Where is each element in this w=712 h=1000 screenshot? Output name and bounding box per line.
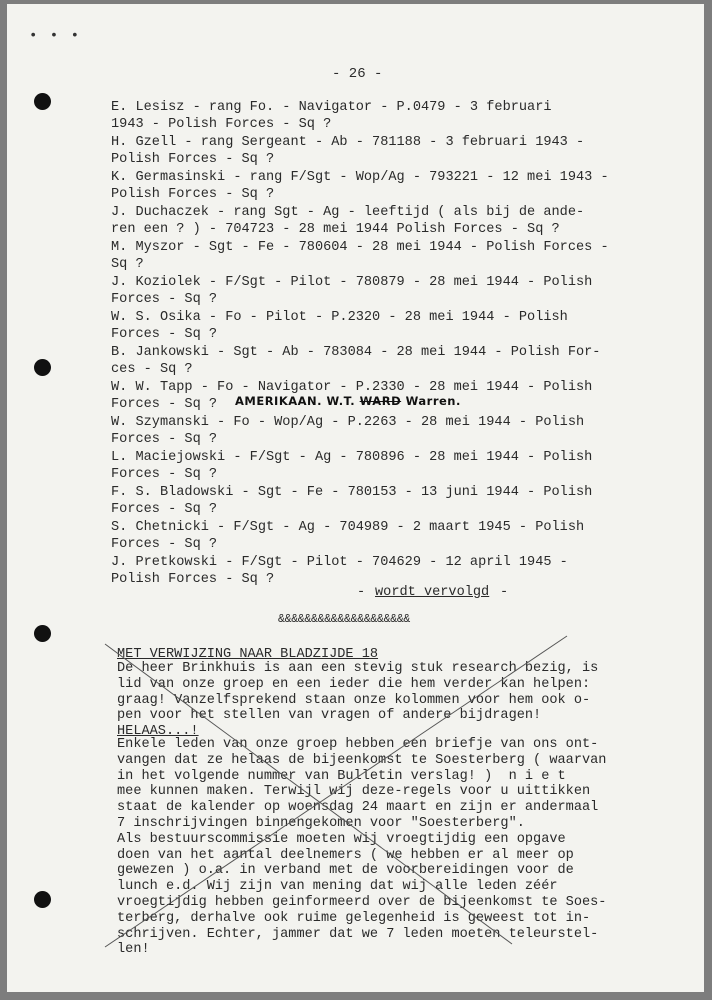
section1-heading: MET VERWIJZING NAAR BLADZIJDE 18 [117,647,379,662]
section-line: vroegtijdig hebben geinformeerd over de bijeenkomst te Soes- [117,895,607,910]
cross-stroke-1 [105,644,512,944]
entry-line-1: E. Lesisz - rang Fo. - Navigator - P.0479 - 3 februari [111,100,552,115]
section-line: pen voor het stellen van vragen of andere bijdragen! [117,708,542,724]
separator-line: &&&&&&&&&&&&&&&&&&&& [278,613,411,626]
entry-line-1: B. Jankowski - Sgt - Ab - 783084 - 28 mei 1944 - Polish For- [111,345,601,360]
section2-heading: HELAAS...! [117,724,199,739]
entry-line-2: Forces - Sq ? [111,292,218,307]
section-line: De heer Brinkhuis is aan een stevig stuk research bezig, is [117,661,599,676]
entry-line-2: Polish Forces - Sq ? [111,572,275,587]
entry-line-1: L. Maciejowski - F/Sgt - Ag - 780896 - 28 mei 1944 - Polish [111,450,593,465]
entry-line-2: 1943 - Polish Forces - Sq ? [111,117,332,132]
entry-line-2: ren een ? ) - 704723 - 28 mei 1944 Polish Forces - Sq ? [111,222,560,237]
entry-line-1: F. S. Bladowski - Sgt - Fe - 780153 - 13 juni 1944 - Polish [111,485,593,500]
continued-dash-left: - [357,585,366,600]
entry-line-1: K. Germasinski - rang F/Sgt - Wop/Ag - 793221 - 12 mei 1943 - [111,170,609,185]
section-line: graag! Vanzelfsprekend staan onze kolommen voor hem ook o- [117,692,591,708]
section-line: len! [117,942,150,958]
entry-line-2: Sq ? [111,257,144,272]
document-page [7,4,704,992]
section-line: in het volgende nummer van Bulletin verslag! ) n i e t [117,768,566,784]
entry-line-1: S. Chetnicki - F/Sgt - Ag - 704989 - 2 maart 1945 - Polish [111,520,585,535]
handwritten-suffix: Warren. [401,394,461,408]
handwritten-prefix: AMERIKAAN. W.T. [235,394,360,408]
page-number: - 26 - [332,66,383,82]
entry-line-1: M. Myszor - Sgt - Fe - 780604 - 28 mei 1944 - Polish Forces - [111,240,609,255]
entry-line-1: W. S. Osika - Fo - Pilot - P.2320 - 28 mei 1944 - Polish [111,310,568,325]
entry-line-1: H. Gzell - rang Sergeant - Ab - 781188 - 3 februari 1943 - [111,135,585,150]
section-line: lunch e.d. Wij zijn van mening dat wij alle leden zéér [117,879,558,895]
section-line: lid van onze groep en een ieder die hem verder kan helpen: [117,676,591,692]
entry-line-2: Forces - Sq ? [111,397,218,412]
continued-note: wordt vervolgd [375,585,490,600]
entry-line-2: Forces - Sq ? [111,327,218,342]
section-line: 7 inschrijvingen binnengekomen voor "Soesterberg". [117,816,525,831]
entry-line-1: W. Szymanski - Fo - Wop/Ag - P.2263 - 28 mei 1944 - Polish [111,415,585,430]
entry-line-2: Polish Forces - Sq ? [111,187,275,202]
section-line: vangen dat ze helaas de bijeenkomst te Soesterberg ( waarvan [117,752,607,768]
entry-line-2: Polish Forces - Sq ? [111,152,275,167]
entry-line-2: Forces - Sq ? [111,502,218,517]
handwritten-struck-word: WARD [359,394,402,408]
section-line: Enkele leden van onze groep hebben een briefje van ons ont- [117,737,599,752]
section-line: terberg, derhalve ook ruime gelegenheid is geweest tot in- [117,910,591,926]
cross-stroke-2 [105,636,567,947]
entry-line-1: J. Pretkowski - F/Sgt - Pilot - 704629 - 12 april 1945 - [111,555,568,570]
entry-line-2: ces - Sq ? [111,362,193,377]
entry-line-2: Forces - Sq ? [111,537,218,552]
corner-marks: • • • [29,28,82,44]
pen-cross-out [7,4,704,992]
section-line: Als bestuurscommissie moeten wij vroegtijdig een opgave [117,831,566,847]
section-line: gewezen ) o.a. in verband met de voorbereidingen voor de [117,863,574,879]
entry-line-1: W. W. Tapp - Fo - Navigator - P.2330 - 28 mei 1944 - Polish [111,380,593,395]
section-line: mee kunnen maken. Terwijl wij deze-regels voor u uittikken [117,784,591,800]
entry-line-2: Forces - Sq ? [111,467,218,482]
entry-line-2: Forces - Sq ? [111,432,218,447]
entry-line-1: J. Duchaczek - rang Sgt - Ag - leeftijd ( als bij de ande- [111,205,585,220]
section-line: doen van het aantal deelnemers ( we hebben er al meer op [117,847,574,863]
section-line: schrijven. Echter, jammer dat we 7 leden moeten teleurstel- [117,926,599,942]
entry-line-1: J. Koziolek - F/Sgt - Pilot - 780879 - 28 mei 1944 - Polish [111,275,593,290]
section-line: staat de kalender op woensdag 24 maart en zijn er andermaal [117,800,599,816]
continued-dash-right: - [500,585,509,600]
